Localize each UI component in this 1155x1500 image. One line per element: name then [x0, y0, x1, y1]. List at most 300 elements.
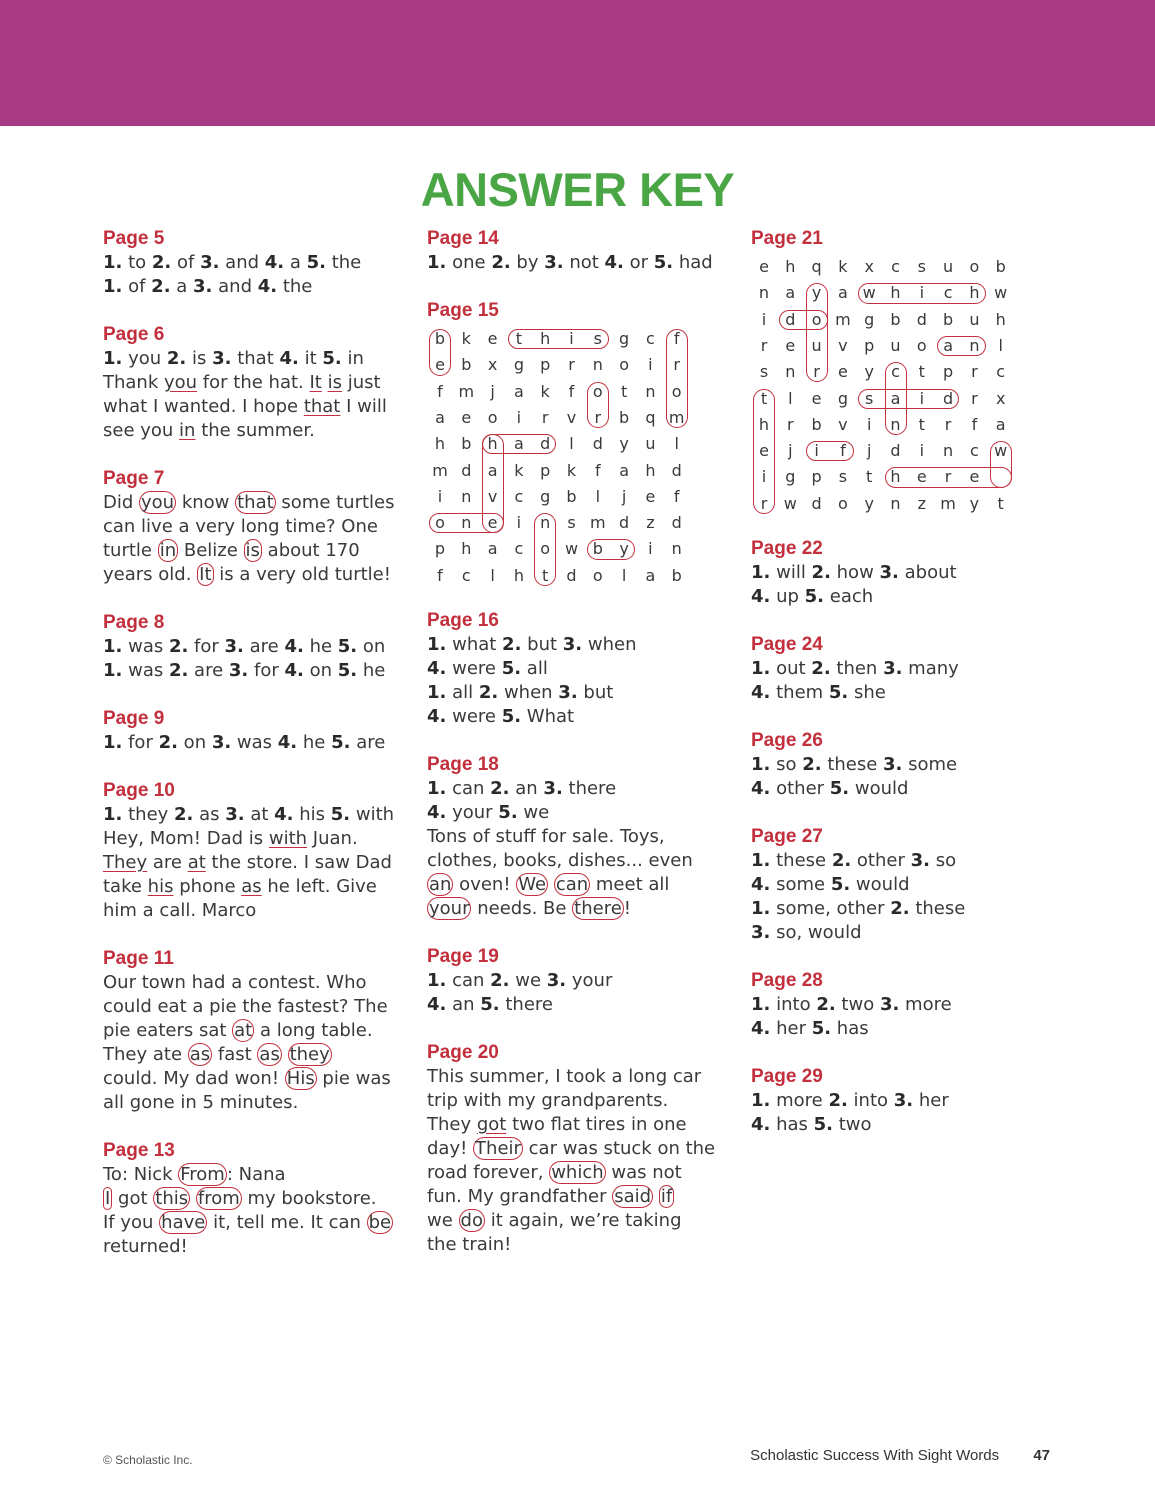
- grid-letter: b: [592, 539, 603, 559]
- grid-letter: i: [648, 355, 653, 375]
- grid-letter: t: [515, 329, 523, 348]
- answer-line: [103, 539, 413, 563]
- item-number: 1.: [751, 898, 771, 919]
- underlined-word: you: [164, 372, 198, 393]
- answer-text: for the hat.: [197, 372, 310, 393]
- grid-letter: h: [461, 539, 472, 559]
- underlined-word: with: [268, 828, 308, 849]
- grid-letter: y: [619, 539, 629, 559]
- circled-word: From: [180, 1164, 225, 1185]
- item-number: 2.: [478, 682, 499, 703]
- section-heading: Page 9: [103, 708, 165, 729]
- circled-word: do: [460, 1210, 483, 1231]
- answer-line: [103, 659, 413, 683]
- answer-text: Our town had a contest. Who: [103, 972, 367, 993]
- answer-text: the: [325, 252, 362, 273]
- answer-line: [103, 563, 413, 587]
- grid-letter: a: [619, 460, 629, 480]
- circled-word: is: [245, 540, 260, 561]
- item-number: 5.: [322, 348, 342, 369]
- grid-letter: b: [434, 329, 446, 348]
- answer-text: was not: [605, 1162, 682, 1183]
- answer-text: one: [446, 252, 492, 273]
- circled-word: have: [161, 1212, 206, 1233]
- answer-text: [282, 1044, 288, 1065]
- header-banner: [0, 0, 1155, 126]
- found-word-ring: [858, 389, 959, 409]
- item-number: 5.: [501, 706, 522, 727]
- answer-text: pie was: [316, 1068, 391, 1089]
- answer-text: would: [850, 874, 910, 895]
- answer-section: [751, 537, 1051, 609]
- answer-text: Thank: [103, 372, 164, 393]
- answer-text: road forever,: [427, 1162, 550, 1183]
- answer-text: it, tell me. It can: [207, 1212, 367, 1233]
- found-word-ring: [806, 283, 828, 382]
- item-number: 3.: [225, 804, 245, 825]
- answer-line: [427, 1113, 737, 1137]
- item-number: 2.: [490, 970, 510, 991]
- item-number: 1.: [751, 658, 771, 679]
- item-number: 4.: [751, 682, 771, 703]
- grid-letter: h: [758, 414, 770, 434]
- grid-letter: n: [758, 283, 770, 303]
- circled-word: an: [429, 874, 452, 895]
- answer-text: what: [446, 634, 503, 655]
- grid-letter: d: [943, 388, 954, 408]
- grid-letter: t: [918, 362, 925, 382]
- item-number: 3.: [543, 778, 563, 799]
- item-number: 1.: [751, 994, 771, 1015]
- answer-line: [427, 993, 737, 1017]
- section-heading: Page 20: [427, 1042, 499, 1063]
- grid-letter: n: [890, 493, 901, 513]
- item-number: 2.: [151, 252, 172, 273]
- section-heading: Page 10: [103, 780, 175, 801]
- grid-letter: i: [569, 329, 574, 348]
- answer-section: [751, 825, 1051, 945]
- section-heading: Page 16: [427, 610, 499, 631]
- circled-word: from: [197, 1188, 240, 1209]
- grid-letter: d: [461, 460, 472, 480]
- grid-letter: o: [619, 355, 629, 375]
- answer-text: so: [929, 850, 957, 871]
- answer-text: a: [170, 276, 194, 297]
- circled-word: can: [555, 874, 589, 895]
- grid-letter: l: [621, 565, 627, 585]
- grid-letter: j: [621, 486, 627, 506]
- copyright: © Scholastic Inc.: [103, 1453, 193, 1467]
- found-word-ring: [429, 513, 504, 533]
- answer-text: all gone in 5 minutes.: [103, 1092, 299, 1113]
- section-heading: Page 18: [427, 754, 499, 775]
- item-number: 1.: [427, 682, 447, 703]
- item-number: 2.: [502, 634, 522, 655]
- grid-letter: a: [435, 407, 445, 427]
- grid-letter: c: [969, 441, 979, 461]
- grid-letter: m: [835, 309, 851, 329]
- answer-line: [427, 657, 737, 681]
- footer-book-info: [750, 1447, 1050, 1464]
- grid-letter: a: [890, 388, 901, 408]
- answer-text: so, would: [770, 922, 862, 943]
- item-number: 1.: [427, 634, 447, 655]
- grid-letter: l: [595, 486, 601, 506]
- answer-text: the summer.: [195, 420, 315, 441]
- item-number: 4.: [284, 636, 304, 657]
- item-number: 2.: [168, 636, 189, 657]
- answer-text: of: [122, 276, 152, 297]
- answer-text: was: [231, 732, 278, 753]
- answer-text: I will: [340, 396, 387, 417]
- item-number: 3.: [562, 634, 583, 655]
- answer-text: him a call. Marco: [103, 900, 257, 921]
- grid-letter: t: [997, 493, 1004, 513]
- answer-line: [103, 1091, 413, 1115]
- item-number: 5.: [331, 732, 351, 753]
- answer-text: there: [499, 994, 553, 1015]
- grid-letter: r: [971, 388, 978, 408]
- grid-letter: w: [994, 283, 1008, 303]
- circled-word: that: [237, 492, 274, 513]
- grid-letter: h: [513, 565, 524, 585]
- answer-text: Hey, Mom! Dad is: [103, 828, 269, 849]
- item-number: 3.: [883, 754, 903, 775]
- answer-line: [103, 275, 413, 299]
- item-number: 1.: [427, 970, 447, 991]
- answer-line: [427, 873, 737, 897]
- circled-word: His: [286, 1068, 315, 1089]
- answer-line: [751, 585, 1051, 609]
- answer-line: [103, 395, 413, 419]
- item-number: 2.: [490, 778, 510, 799]
- answer-text: To: Nick: [103, 1164, 179, 1185]
- answer-line: [427, 825, 737, 849]
- circled-word: if: [660, 1186, 673, 1207]
- answer-text: car was stuck on the: [522, 1138, 716, 1159]
- answer-text: two: [833, 1114, 872, 1135]
- grid-letter: p: [540, 460, 551, 480]
- answer-text: how: [830, 562, 880, 583]
- grid-letter: d: [916, 309, 927, 329]
- answer-line: [751, 777, 1051, 801]
- grid-letter: r: [760, 335, 768, 355]
- grid-letter: o: [969, 257, 980, 276]
- item-number: 4.: [257, 276, 278, 297]
- answer-text: all: [521, 658, 548, 679]
- grid-letter: e: [811, 388, 822, 408]
- answer-text: and: [219, 252, 265, 273]
- grid-letter: e: [645, 486, 656, 506]
- answer-text: the store. I saw Dad: [205, 852, 392, 873]
- grid-letter: s: [838, 467, 848, 487]
- grid-letter: p: [943, 362, 954, 382]
- grid-letter: c: [996, 362, 1006, 382]
- answer-line: [751, 1089, 1051, 1113]
- grid-letter: r: [760, 493, 768, 513]
- answer-text: fun. My grandfather: [427, 1186, 613, 1207]
- grid-letter: g: [619, 329, 630, 348]
- grid-letter: l: [490, 565, 495, 585]
- answer-text: This summer, I took a long car: [427, 1066, 702, 1087]
- answer-text: turtle: [103, 540, 158, 561]
- answer-text: an: [509, 778, 544, 799]
- grid-letter: i: [866, 414, 872, 434]
- grid-letter: i: [761, 467, 767, 487]
- grid-letter: a: [487, 460, 498, 480]
- answer-text: other: [851, 850, 911, 871]
- answer-text: was: [122, 636, 169, 657]
- answer-text: but: [521, 634, 563, 655]
- item-number: 2.: [890, 898, 910, 919]
- answer-text: were: [446, 658, 502, 679]
- grid-letter: h: [890, 467, 901, 487]
- section-heading: Page 13: [103, 1140, 175, 1161]
- answer-text: on: [303, 660, 338, 681]
- item-number: 3.: [910, 850, 930, 871]
- item-number: 5.: [498, 802, 518, 823]
- grid-letter: s: [917, 257, 926, 276]
- section-heading: Page 21: [751, 228, 823, 249]
- item-number: 4.: [284, 660, 304, 681]
- grid-letter: o: [811, 309, 822, 329]
- answer-section: [751, 227, 1051, 521]
- answer-text: would: [849, 778, 909, 799]
- answer-text: trip with my grandparents.: [427, 1090, 669, 1111]
- item-number: 1.: [427, 778, 447, 799]
- answer-text: and: [212, 276, 258, 297]
- answer-line: [103, 1163, 413, 1187]
- item-number: 5.: [501, 658, 522, 679]
- circled-word: in: [159, 540, 177, 561]
- grid-letter: h: [969, 283, 980, 303]
- grid-letter: r: [594, 407, 602, 427]
- grid-letter: q: [811, 257, 822, 276]
- item-number: 3.: [212, 348, 232, 369]
- answer-text: phone: [173, 876, 242, 897]
- section-heading: Page 7: [103, 468, 165, 489]
- grid-letter: p: [434, 539, 446, 559]
- underlined-word: his: [147, 876, 174, 897]
- answer-text: we: [517, 802, 550, 823]
- grid-letter: x: [995, 388, 1006, 408]
- answer-text: in: [341, 348, 364, 369]
- answer-section: [751, 969, 1051, 1041]
- answer-line: [103, 251, 413, 275]
- grid-letter: d: [890, 441, 901, 461]
- answer-line: [751, 1113, 1051, 1137]
- answer-line: [103, 803, 413, 827]
- item-number: 1.: [103, 804, 123, 825]
- item-number: 3.: [193, 276, 213, 297]
- grid-letter: g: [513, 355, 524, 375]
- answer-line: [751, 657, 1051, 681]
- grid-letter: x: [487, 355, 498, 375]
- answer-text: when: [582, 634, 637, 655]
- grid-letter: i: [919, 283, 925, 303]
- answer-line: [427, 1209, 737, 1233]
- answer-line: [103, 1067, 413, 1091]
- answer-section: [103, 779, 413, 923]
- answer-text: [653, 1186, 659, 1207]
- answer-text: two flat tires in one: [506, 1114, 687, 1135]
- found-word-ring: [534, 513, 556, 586]
- answer-text: he left. Give: [261, 876, 377, 897]
- answer-text: about 170: [261, 540, 360, 561]
- grid-letter: d: [540, 434, 551, 454]
- item-number: 5.: [828, 682, 849, 703]
- grid-letter: i: [761, 309, 767, 329]
- answer-text: on: [177, 732, 212, 753]
- grid-letter: i: [648, 539, 653, 559]
- section-heading: Page 8: [103, 612, 165, 633]
- answer-line: [103, 1211, 413, 1235]
- circled-word: as: [189, 1044, 211, 1065]
- answer-text: there: [562, 778, 617, 799]
- grid-letter: b: [995, 257, 1006, 276]
- answer-line: [427, 681, 737, 705]
- found-word-ring: [753, 389, 775, 515]
- answer-text: but: [577, 682, 614, 703]
- grid-letter: t: [918, 414, 925, 434]
- item-number: 2.: [151, 276, 171, 297]
- word-search-grid: [751, 254, 1014, 521]
- section-heading: Page 22: [751, 538, 823, 559]
- answer-text: her: [770, 1018, 812, 1039]
- answer-text: we: [427, 1210, 459, 1231]
- grid-letter: l: [569, 434, 574, 454]
- answer-line: [103, 1043, 413, 1067]
- answer-text: to: [122, 252, 152, 273]
- answer-line: [427, 705, 737, 729]
- answer-text: then: [830, 658, 884, 679]
- word-search-grid: [427, 326, 690, 593]
- answer-text: the train!: [427, 1234, 512, 1255]
- answer-text: on: [357, 636, 386, 657]
- item-number: 3.: [224, 636, 244, 657]
- answer-text: she: [848, 682, 886, 703]
- answer-line: [751, 849, 1051, 873]
- page-title: ANSWER KEY: [420, 163, 735, 216]
- item-number: 3.: [893, 1090, 914, 1111]
- answer-text: know: [176, 492, 236, 513]
- answer-text: Belize: [178, 540, 244, 561]
- circled-word: It: [199, 564, 212, 585]
- circled-word: you: [141, 492, 175, 513]
- answer-text: more: [899, 994, 952, 1015]
- item-number: 5.: [306, 252, 326, 273]
- underlined-word: is: [327, 372, 342, 393]
- found-word-ring: [587, 539, 636, 559]
- answer-text: If you: [103, 1212, 160, 1233]
- item-number: 2.: [158, 732, 178, 753]
- answer-text: his: [293, 804, 331, 825]
- grid-letter: o: [592, 381, 603, 401]
- section-heading: Page 15: [427, 300, 499, 321]
- answer-text: oven!: [453, 874, 517, 895]
- grid-letter: z: [646, 513, 655, 533]
- grid-letter: e: [759, 257, 769, 276]
- answer-text: so: [770, 754, 803, 775]
- answer-text: Juan.: [307, 828, 358, 849]
- grid-letter: s: [759, 362, 769, 382]
- answer-text: is a very old turtle!: [213, 564, 391, 585]
- grid-letter: w: [994, 441, 1008, 461]
- item-number: 4.: [751, 586, 771, 607]
- grid-letter: o: [540, 539, 551, 559]
- grid-letter: i: [814, 441, 819, 461]
- grid-letter: w: [564, 539, 579, 559]
- answer-text: two: [835, 994, 880, 1015]
- grid-letter: u: [890, 335, 901, 355]
- grid-letter: c: [943, 283, 953, 303]
- answer-text: What: [521, 706, 575, 727]
- item-number: 1.: [751, 1090, 771, 1111]
- grid-letter: y: [811, 283, 822, 303]
- grid-letter: b: [811, 414, 822, 434]
- grid-letter: f: [437, 381, 443, 401]
- item-number: 5.: [653, 252, 674, 273]
- item-number: 1.: [103, 252, 123, 273]
- section-heading: Page 26: [751, 730, 823, 751]
- answer-section: [427, 753, 737, 921]
- answer-text: are: [243, 636, 285, 657]
- answer-line: [103, 419, 413, 443]
- item-number: 4.: [751, 874, 771, 895]
- grid-letter: s: [567, 513, 576, 533]
- underlined-word: as: [241, 876, 262, 897]
- item-number: 2.: [166, 348, 187, 369]
- answer-section: [751, 729, 1051, 801]
- grid-letter: o: [592, 565, 603, 585]
- grid-letter: l: [788, 388, 793, 408]
- answer-text: my bookstore.: [241, 1188, 377, 1209]
- grid-letter: l: [674, 434, 679, 454]
- grid-letter: t: [620, 381, 628, 401]
- answer-text: will: [770, 562, 812, 583]
- grid-letter: v: [838, 335, 848, 355]
- grid-letter: h: [890, 283, 901, 303]
- item-number: 3.: [558, 682, 578, 703]
- answer-section: [427, 299, 737, 593]
- grid-letter: n: [890, 414, 901, 434]
- item-number: 4.: [751, 1018, 771, 1039]
- answer-line: [103, 827, 413, 851]
- answer-line: [751, 753, 1051, 777]
- answer-line: [427, 633, 737, 657]
- answer-text: more: [770, 1090, 829, 1111]
- found-word-ring: [937, 336, 986, 356]
- answer-line: [103, 491, 413, 515]
- item-number: 3.: [200, 252, 220, 273]
- grid-letter: a: [785, 283, 796, 303]
- underlined-word: They: [103, 852, 148, 873]
- grid-letter: r: [787, 414, 794, 434]
- grid-letter: g: [864, 309, 875, 329]
- grid-letter: f: [840, 441, 846, 461]
- answer-column-2: [427, 227, 737, 1281]
- answer-line: [427, 1089, 737, 1113]
- item-number: 2.: [174, 804, 194, 825]
- answer-text: for: [248, 660, 285, 681]
- grid-letter: n: [785, 362, 796, 382]
- grid-letter: c: [514, 486, 524, 506]
- grid-letter: r: [568, 355, 575, 375]
- answer-text: see you: [103, 420, 180, 441]
- grid-letter: v: [566, 407, 577, 427]
- grid-letter: c: [461, 565, 471, 585]
- answer-text: at: [244, 804, 275, 825]
